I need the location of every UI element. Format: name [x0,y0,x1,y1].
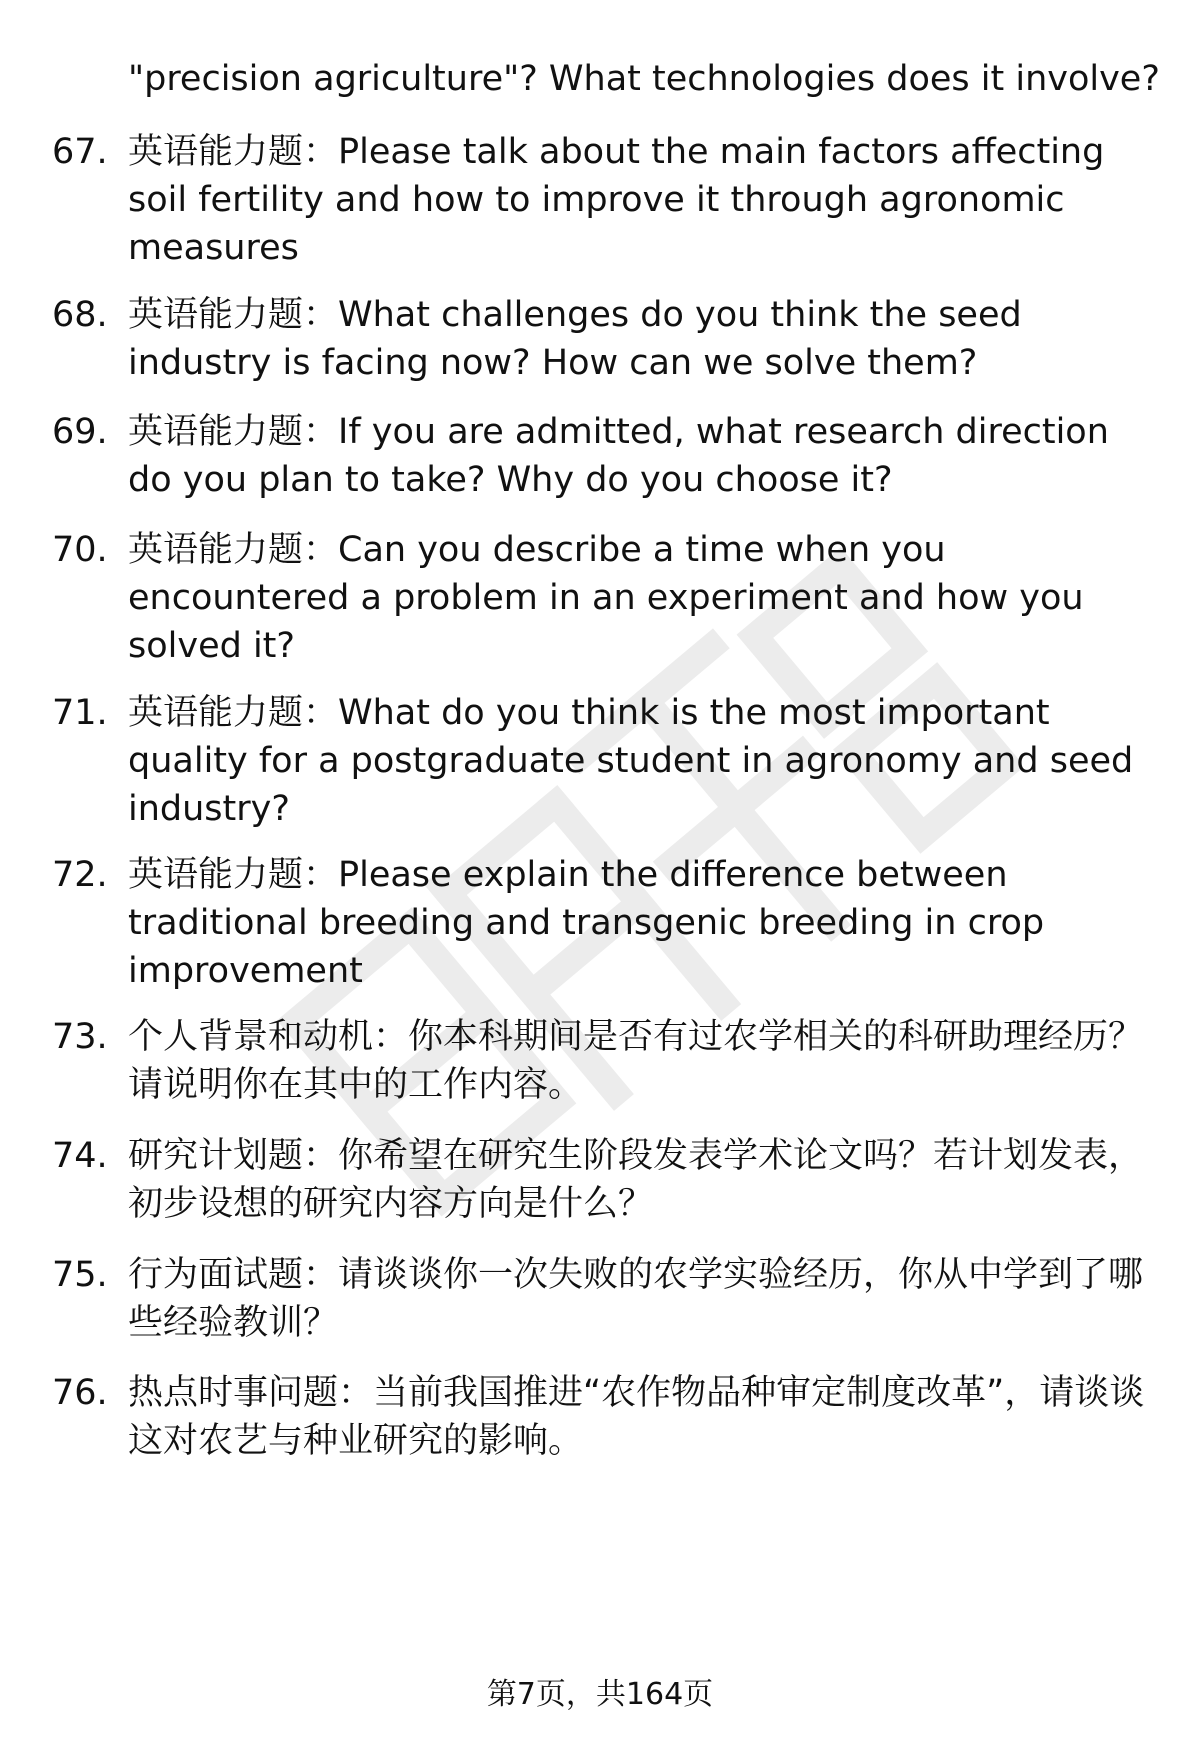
question-item [52,689,1172,833]
question-item [52,526,1172,670]
question-number: 71. [52,693,108,733]
question-item [52,1251,1172,1347]
question-number: 67. [52,132,108,172]
question-number: 74. [52,1136,108,1176]
question-number: 69. [52,412,108,452]
question-text: 英语能力题：What do you think is the most important quality for a postgraduate student in agronomy and seed industry? [128,693,1134,829]
page-footer: 第7页，共164页 [486,1677,714,1712]
continuation-text: "precision agriculture"? What technologies does it involve? [128,59,1160,99]
question-text: 热点时事问题：当前我国推进“农作物品种审定制度改革”，请谈谈这对农艺与种业研究的影响。 [128,1373,1145,1461]
question-number: 76. [52,1373,108,1413]
question-text: 研究计划题：你希望在研究生阶段发表学术论文吗？若计划发表，初步设想的研究内容方向是什么？ [128,1136,1144,1224]
question-item [52,291,1172,387]
question-text: 个人背景和动机：你本科期间是否有过农学相关的科研助理经历？请说明你在其中的工作内容。 [128,1017,1144,1105]
question-number: 73. [52,1017,108,1057]
question-number: 70. [52,530,108,570]
question-text: 英语能力题：If you are admitted, what research direction do you plan to take? Why do you choose it? [128,412,1109,500]
question-number: 75. [52,1255,108,1295]
question-text: 英语能力题：Please talk about the main factors affecting soil fertility and how to improve it through agronomic measures [128,132,1105,268]
question-text: 行为面试题：请谈谈你一次失败的农学实验经历，你从中学到了哪些经验教训？ [128,1255,1144,1343]
question-text: 英语能力题：Please explain the difference between traditional breeding and transgenic breeding in crop improvement [128,855,1045,991]
question-text: 英语能力题：What challenges do you think the seed industry is facing now? How can we solve them? [128,295,1022,383]
question-text: 英语能力题：Can you describe a time when you encountered a problem in an experiment and how you solved it? [128,530,1084,666]
question-item [52,851,1172,995]
question-number: 72. [52,855,108,895]
question-item [52,1013,1172,1109]
question-item [52,128,1172,272]
question-item [52,408,1172,504]
question-number: 68. [52,295,108,335]
question-item [52,1369,1172,1465]
question-item [52,1132,1172,1228]
